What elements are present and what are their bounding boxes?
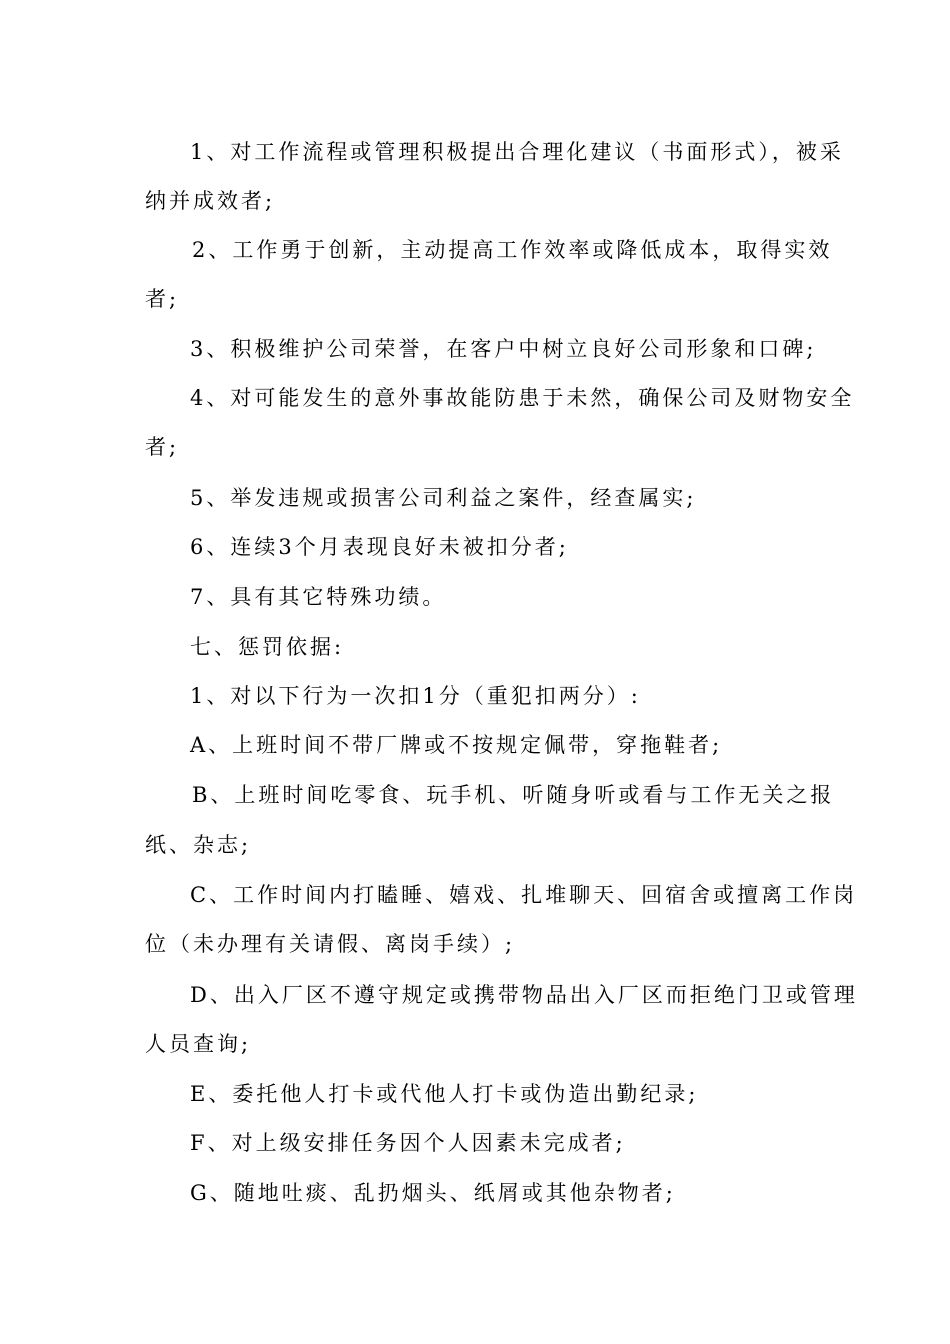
penalty-item-c-line-1: C、工作时间内打瞌睡、嬉戏、扎堆聊天、回宿舍或擅离工作岗 bbox=[190, 883, 858, 907]
reward-item-6: 6、连续3个月表现良好未被扣分者; bbox=[190, 535, 569, 559]
penalty-item-d-line-1: D、出入厂区不遵守规定或携带物品出入厂区而拒绝门卫或管理 bbox=[190, 983, 858, 1007]
penalty-item-a: A、上班时间不带厂牌或不按规定佩带，穿拖鞋者; bbox=[190, 733, 723, 757]
penalty-item-f: F、对上级安排任务因个人因素未完成者; bbox=[190, 1131, 626, 1155]
reward-item-2-line-1: 2、工作勇于创新，主动提高工作效率或降低成本，取得实效 bbox=[192, 238, 833, 262]
penalty-item-b-line-2: 纸、杂志; bbox=[145, 833, 252, 857]
penalty-item-d-line-2: 人员查询; bbox=[145, 1032, 252, 1056]
reward-item-5: 5、举发违规或损害公司利益之案件，经查属实; bbox=[190, 486, 697, 510]
reward-item-7: 7、具有其它特殊功绩。 bbox=[190, 585, 447, 609]
penalty-rule-1: 1、对以下行为一次扣1分（重犯扣两分）: bbox=[190, 684, 641, 708]
reward-item-4-line-1: 4、对可能发生的意外事故能防患于未然，确保公司及财物安全 bbox=[190, 386, 855, 410]
reward-item-1-line-1: 1、对工作流程或管理积极提出合理化建议（书面形式），被采 bbox=[190, 140, 844, 164]
reward-item-1-line-2: 纳并成效者; bbox=[145, 189, 276, 213]
section-heading-penalty-basis: 七、惩罚依据: bbox=[190, 635, 345, 659]
penalty-item-c-line-2: 位（未办理有关请假、离岗手续）; bbox=[145, 932, 516, 956]
reward-item-2-line-2: 者; bbox=[145, 287, 180, 311]
penalty-item-g: G、随地吐痰、乱扔烟头、纸屑或其他杂物者; bbox=[190, 1181, 676, 1205]
penalty-item-b-line-1: B、上班时间吃零食、玩手机、听随身听或看与工作无关之报 bbox=[192, 783, 835, 807]
penalty-item-e: E、委托他人打卡或代他人打卡或伪造出勤纪录; bbox=[190, 1082, 699, 1106]
reward-item-3: 3、积极维护公司荣誉，在客户中树立良好公司形象和口碑; bbox=[190, 337, 817, 361]
reward-item-4-line-2: 者; bbox=[145, 435, 180, 459]
